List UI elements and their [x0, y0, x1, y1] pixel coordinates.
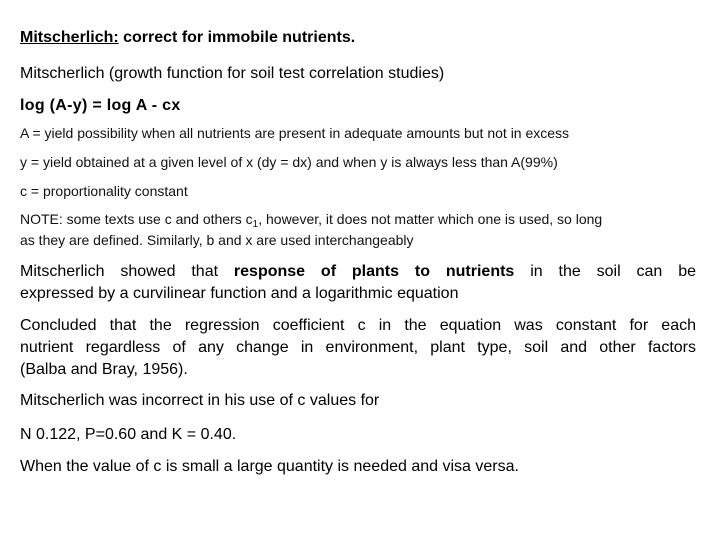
note-part-2: , however, it does not matter which one is used, so long [258, 211, 603, 227]
definition-y: y = yield obtained at a given level of x (dy = dx) and when y is always less than A(99%) [20, 154, 558, 170]
incorrect-line: Mitscherlich was incorrect in his use of c values for [20, 392, 380, 409]
conclusion-line-3: (Balba and Bray, 1956). [20, 361, 188, 378]
response-line-1 [20, 262, 696, 281]
definition-a: A = yield possibility when all nutrients are present in adequate amounts but not in excess [20, 125, 570, 141]
note-part-1: NOTE: some texts use c and others c [20, 211, 253, 227]
title-name: Mitscherlich: [20, 29, 119, 46]
response-tail: in the soil can be [514, 263, 696, 280]
note-line-2: as they are defined. Similarly, b and x are used interchangeably [20, 232, 414, 248]
definition-c: c = proportionality constant [20, 183, 188, 199]
slide-title [20, 28, 696, 47]
subtitle-text: Mitscherlich (growth function for soil test correlation studies) [20, 65, 445, 82]
note-subscript: 1 [252, 219, 259, 230]
conclusion-line-2: nutrient regardless of any change in environment, plant type, soil and other factors [20, 339, 696, 356]
response-lead: Mitscherlich showed that [20, 263, 234, 280]
note-line-1 [20, 211, 696, 228]
response-emphasis: response of plants to nutrients [233, 263, 515, 280]
response-line-2: expressed by a curvilinear function and a logarithmic equation [20, 285, 459, 302]
title-rest: correct for immobile nutrients. [118, 29, 356, 46]
incorrect-values: N 0.122, P=0.60 and K = 0.40. [20, 426, 237, 443]
small-value-text: When the value of c is small a large quantity is needed and visa versa. [20, 458, 519, 475]
slide-content [20, 0, 696, 540]
equation: log (A-y) = log A - cx [20, 97, 181, 114]
conclusion-line-1: Concluded that the regression coefficient c in the equation was constant for each [20, 317, 696, 334]
